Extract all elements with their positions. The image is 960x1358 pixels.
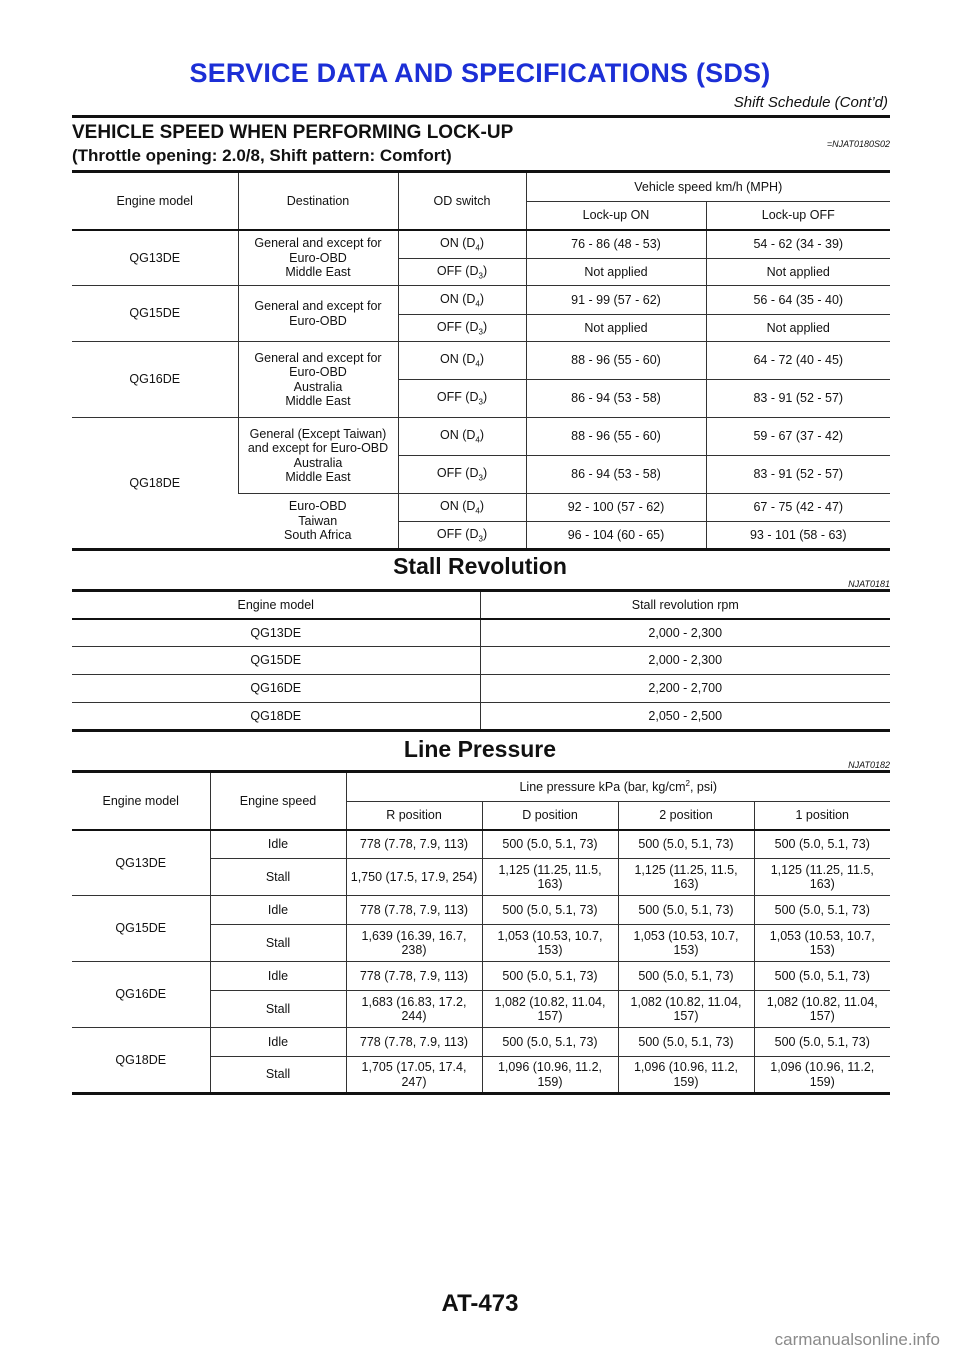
gear-subscript: 3 <box>478 397 483 407</box>
destination-line: Middle East <box>285 469 351 484</box>
lockup-off-cell: Not applied <box>706 259 890 286</box>
line-pressure-section-title: Line Pressure <box>403 736 557 762</box>
lockup-on-cell: 86 - 94 (53 - 58) <box>526 380 706 418</box>
lockup-row <box>72 286 890 315</box>
lockup-row <box>72 342 890 380</box>
engine-speed-cell: Stall <box>210 925 346 962</box>
line-pressure-table <box>72 770 890 1095</box>
lockup-on-cell: 88 - 96 (55 - 60) <box>526 342 706 380</box>
line-pressure-value-cell: 1,082 (10.82, 11.04, 157) <box>618 991 754 1028</box>
lockup-on-cell: 96 - 104 (60 - 65) <box>526 522 706 550</box>
line-pressure-value-cell: 1,082 (10.82, 11.04, 157) <box>482 991 618 1028</box>
line-pressure-ref-code: NJAT0182 <box>848 760 890 770</box>
line-pressure-value-cell: 500 (5.0, 5.1, 73) <box>482 962 618 991</box>
engine-speed-cell: Stall <box>210 991 346 1028</box>
lockup-section-subtitle: (Throttle opening: 2.0/8, Shift pattern: Comfort) <box>72 146 452 165</box>
line-pressure-value-cell: 500 (5.0, 5.1, 73) <box>754 962 890 991</box>
lockup-row <box>72 418 890 456</box>
line-pressure-value-cell: 1,639 (16.39, 16.7, 238) <box>346 925 482 962</box>
line-pressure-value-cell: 500 (5.0, 5.1, 73) <box>618 830 754 859</box>
stall-row <box>72 703 890 731</box>
lockup-off-cell: 54 - 62 (34 - 39) <box>706 230 890 259</box>
od-switch-cell: OFF $(D_3)$ <box>398 456 526 494</box>
lockup-off-cell: 64 - 72 (40 - 45) <box>706 342 890 380</box>
line-pressure-value-cell: 1,125 (11.25, 11.5, 163) <box>482 859 618 896</box>
engine-model-cell: QG16DE <box>72 675 480 703</box>
gear-subscript: 4 <box>475 435 480 445</box>
header-engine-model: Engine model <box>72 591 480 619</box>
stall-row <box>72 675 890 703</box>
line-pressure-value-cell: 500 (5.0, 5.1, 73) <box>618 962 754 991</box>
line-pressure-value-cell: 1,705 (17.05, 17.4, 247) <box>346 1057 482 1094</box>
od-switch-cell: OFF $(D_3)$ <box>398 380 526 418</box>
destination-line: General (Except Taiwan) <box>249 426 387 441</box>
header-od-switch: OD switch <box>398 172 526 230</box>
stall-header-row <box>72 591 890 619</box>
engine-model-cell: QG18DE <box>72 1028 210 1094</box>
engine-speed-cell: Stall <box>210 859 346 896</box>
line-pressure-value-cell: 500 (5.0, 5.1, 73) <box>754 830 890 859</box>
lockup-on-cell: 76 - 86 (48 - 53) <box>526 230 706 259</box>
od-switch-label: OFF (D <box>436 526 479 541</box>
line-pressure-value-cell: 1,125 (11.25, 11.5, 163) <box>754 859 890 896</box>
header-stall-revolution: Stall revolution rpm <box>480 591 890 619</box>
page-header-subtitle: Shift Schedule (Cont’d) <box>733 94 888 111</box>
stall-revolution-cell: 2,050 - 2,500 <box>480 703 890 731</box>
od-switch-label: ON (D <box>439 352 476 367</box>
line-pressure-value-cell: 1,125 (11.25, 11.5, 163) <box>618 859 754 896</box>
od-switch-cell: OFF $(D_3)$ <box>398 315 526 342</box>
stall-revolution-cell: 2,200 - 2,700 <box>480 675 890 703</box>
unit-superscript: 2 <box>685 779 690 789</box>
line-pressure-value-cell: 1,082 (10.82, 11.04, 157) <box>754 991 890 1028</box>
destination-line: South Africa <box>284 528 352 543</box>
engine-model-cell: QG13DE <box>72 230 238 286</box>
line-pressure-value-cell: 1,096 (10.96, 11.2, 159) <box>754 1057 890 1094</box>
stall-section-title: Stall Revolution <box>393 553 567 579</box>
destination-line: General and except for <box>254 350 382 365</box>
header-vehicle-speed: Vehicle speed km/h (MPH) <box>526 172 890 202</box>
gear-subscript: 4 <box>475 243 480 253</box>
engine-speed-cell: Stall <box>210 1057 346 1094</box>
stall-ref-code: NJAT0181 <box>848 579 890 589</box>
line-pressure-value-cell: 778 (7.78, 7.9, 113) <box>346 896 482 925</box>
line-pressure-label-end: , psi) <box>689 780 718 795</box>
lockup-ref-code: =NJAT0180S02 <box>826 139 890 149</box>
lockup-header-row <box>72 172 890 202</box>
header-line-pressure <box>346 772 890 802</box>
engine-model-cell: QG15DE <box>72 286 238 342</box>
gear-subscript: 4 <box>475 506 480 516</box>
line-pressure-value-cell: 500 (5.0, 5.1, 73) <box>482 896 618 925</box>
line-pressure-value-cell: 500 (5.0, 5.1, 73) <box>754 896 890 925</box>
line-pressure-value-cell: 1,096 (10.96, 11.2, 159) <box>618 1057 754 1094</box>
gear-subscript: 3 <box>478 271 483 281</box>
line-pressure-value-cell: 1,683 (16.83, 17.2, 244) <box>346 991 482 1028</box>
destination-cell <box>238 230 398 286</box>
gear-subscript: 4 <box>475 359 480 369</box>
lockup-off-cell: 93 - 101 (58 - 63) <box>706 522 890 550</box>
destination-line: Australia <box>293 379 343 394</box>
lockup-on-cell: 88 - 96 (55 - 60) <box>526 418 706 456</box>
gear-subscript: 3 <box>478 473 483 483</box>
page-number: AT-473 <box>441 1290 519 1317</box>
od-switch-label: ON (D <box>439 499 476 514</box>
od-switch-cell: OFF $(D_3)$ <box>398 259 526 286</box>
header-engine-model: Engine model <box>72 172 238 230</box>
od-switch-label: OFF (D <box>436 319 479 334</box>
destination-cell <box>238 286 398 342</box>
gear-subscript: 4 <box>475 299 480 309</box>
line-pressure-value-cell: 1,750 (17.5, 17.9, 254) <box>346 859 482 896</box>
engine-model-cell: QG15DE <box>72 896 210 962</box>
od-switch-cell: ON $(D_4)$ <box>398 494 526 522</box>
lockup-off-cell: 59 - 67 (37 - 42) <box>706 418 890 456</box>
engine-model-cell: QG16DE <box>72 962 210 1028</box>
engine-model-cell: QG13DE <box>72 619 480 647</box>
line-pressure-value-cell: 1,053 (10.53, 10.7, 153) <box>754 925 890 962</box>
lockup-off-cell: 56 - 64 (35 - 40) <box>706 286 890 315</box>
destination-line: Australia <box>293 455 343 470</box>
stall-row <box>72 647 890 675</box>
line-pressure-value-cell: 778 (7.78, 7.9, 113) <box>346 1028 482 1057</box>
line-pressure-value-cell: 778 (7.78, 7.9, 113) <box>346 830 482 859</box>
lockup-row <box>72 230 890 259</box>
od-switch-cell: OFF $(D_3)$ <box>398 522 526 550</box>
line-pressure-value-cell: 778 (7.78, 7.9, 113) <box>346 962 482 991</box>
destination-line: Middle East <box>285 393 351 408</box>
line-pressure-value-cell: 1,053 (10.53, 10.7, 153) <box>482 925 618 962</box>
header-divider <box>72 115 890 118</box>
destination-line: Euro-OBD <box>289 365 347 380</box>
lockup-off-cell: 83 - 91 (52 - 57) <box>706 456 890 494</box>
line-pressure-label: Line pressure kPa (bar, kg/cm <box>519 780 686 795</box>
engine-speed-cell: Idle <box>210 962 346 991</box>
engine-model-cell: QG15DE <box>72 647 480 675</box>
engine-speed-cell: Idle <box>210 896 346 925</box>
lockup-off-cell: 83 - 91 (52 - 57) <box>706 380 890 418</box>
line-pressure-value-cell: 500 (5.0, 5.1, 73) <box>482 830 618 859</box>
engine-model-cell: QG18DE <box>72 703 480 731</box>
gear-subscript: 3 <box>478 327 483 337</box>
lockup-table <box>72 170 890 551</box>
page-header-title: SERVICE DATA AND SPECIFICATIONS (SDS) <box>189 58 771 88</box>
destination-cell <box>238 494 398 550</box>
line-pressure-row <box>72 830 890 859</box>
header-position: D position <box>482 802 618 830</box>
engine-model-cell: QG16DE <box>72 342 238 418</box>
engine-speed-cell: Idle <box>210 830 346 859</box>
lockup-off-cell: 67 - 75 (42 - 47) <box>706 494 890 522</box>
lockup-on-cell: 91 - 99 (57 - 62) <box>526 286 706 315</box>
line-pressure-value-cell: 1,096 (10.96, 11.2, 159) <box>482 1057 618 1094</box>
od-switch-cell: ON $(D_4)$ <box>398 418 526 456</box>
stall-revolution-cell: 2,000 - 2,300 <box>480 647 890 675</box>
lockup-on-cell: Not applied <box>526 259 706 286</box>
destination-line: Middle East <box>285 264 351 279</box>
destination-line: General and except for <box>254 236 382 251</box>
line-pressure-row <box>72 1028 890 1057</box>
od-switch-cell: ON $(D_4)$ <box>398 342 526 380</box>
od-switch-cell: ON $(D_4)$ <box>398 230 526 259</box>
destination-line: General and except for <box>254 299 382 314</box>
line-pressure-value-cell: 1,053 (10.53, 10.7, 153) <box>618 925 754 962</box>
line-pressure-row <box>72 962 890 991</box>
destination-line: Euro-OBD <box>288 499 347 514</box>
stall-row <box>72 619 890 647</box>
engine-model-cell: QG13DE <box>72 830 210 896</box>
od-switch-label: ON (D <box>439 291 476 306</box>
header-engine-speed: Engine speed <box>210 772 346 830</box>
header-lockup-on: Lock-up ON <box>526 202 706 230</box>
header-position: R position <box>346 802 482 830</box>
header-destination: Destination <box>238 172 398 230</box>
engine-model-cell: QG18DE <box>72 418 238 550</box>
od-switch-label: OFF (D <box>436 466 479 481</box>
stall-table <box>72 589 890 732</box>
line-pressure-value-cell: 500 (5.0, 5.1, 73) <box>482 1028 618 1057</box>
od-switch-cell: ON $(D_4)$ <box>398 286 526 315</box>
header-engine-model: Engine model <box>72 772 210 830</box>
header-lockup-off: Lock-up OFF <box>706 202 890 230</box>
lockup-on-cell: 86 - 94 (53 - 58) <box>526 456 706 494</box>
destination-line: Taiwan <box>298 513 338 528</box>
destination-line: and except for Euro-OBD <box>247 441 389 456</box>
header-position: 1 position <box>754 802 890 830</box>
destination-line: Euro-OBD <box>289 313 347 328</box>
line-pressure-value-cell: 500 (5.0, 5.1, 73) <box>618 896 754 925</box>
lockup-on-cell: Not applied <box>526 315 706 342</box>
destination-line: Euro-OBD <box>289 250 347 265</box>
destination-cell <box>238 418 398 494</box>
od-switch-label: OFF (D <box>436 263 479 278</box>
header-position: 2 position <box>618 802 754 830</box>
lockup-section-title: VEHICLE SPEED WHEN PERFORMING LOCK-UP <box>72 122 514 143</box>
engine-speed-cell: Idle <box>210 1028 346 1057</box>
od-switch-label: OFF (D <box>436 390 479 405</box>
line-pressure-row <box>72 896 890 925</box>
lockup-off-cell: Not applied <box>706 315 890 342</box>
line-pressure-value-cell: 500 (5.0, 5.1, 73) <box>618 1028 754 1057</box>
line-pressure-header-row <box>72 772 890 802</box>
watermark-text: carmanualsonline.info <box>774 1330 940 1349</box>
gear-subscript: 3 <box>478 534 483 544</box>
lockup-on-cell: 92 - 100 (57 - 62) <box>526 494 706 522</box>
od-switch-label: ON (D <box>439 235 476 250</box>
line-pressure-value-cell: 500 (5.0, 5.1, 73) <box>754 1028 890 1057</box>
stall-revolution-cell: 2,000 - 2,300 <box>480 619 890 647</box>
od-switch-label: ON (D <box>439 428 476 443</box>
destination-cell <box>238 342 398 418</box>
